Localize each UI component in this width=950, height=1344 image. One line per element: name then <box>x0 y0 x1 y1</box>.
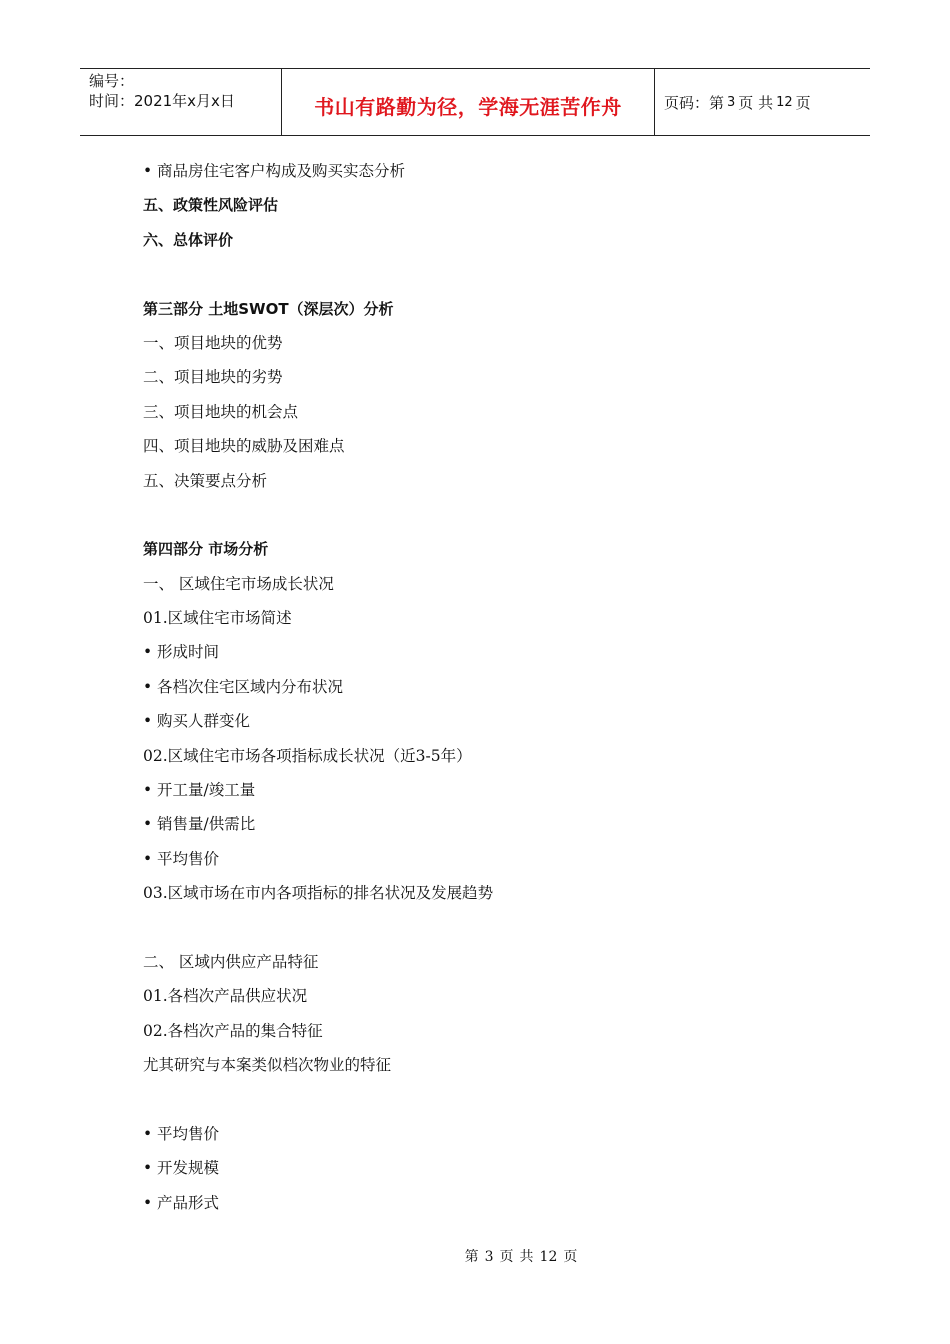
bullet-item <box>143 158 843 192</box>
section-heading <box>143 192 843 226</box>
footer-page-number: 3 <box>484 1249 494 1265</box>
text-line <box>143 880 843 914</box>
line-text: 购买人群变化 <box>157 712 251 731</box>
bullet-icon: • <box>143 781 153 800</box>
text-line <box>143 949 843 983</box>
date-label: 时间：2021年x月x日 <box>89 92 235 110</box>
line-text: 一、 区域住宅市场成长状况 <box>143 574 334 593</box>
line-text: 一、项目地块的优势 <box>143 333 283 352</box>
header-page-cell <box>655 69 870 135</box>
footer-page-label: 页 <box>499 1249 514 1265</box>
header-page-mid: 页 共 <box>738 93 774 112</box>
document-header <box>80 68 870 136</box>
line-text: 产品形式 <box>157 1193 220 1212</box>
line-text: 01.区域住宅市场简述 <box>143 609 292 628</box>
text-line <box>143 1052 843 1086</box>
bullet-icon: • <box>143 643 153 662</box>
bullet-icon: • <box>143 1193 153 1212</box>
bullet-icon: • <box>143 677 153 696</box>
bullet-icon: • <box>143 815 153 834</box>
bullet-item <box>143 708 843 742</box>
line-text: 二、项目地块的劣势 <box>143 368 283 387</box>
text-line <box>143 468 843 502</box>
text-line <box>143 605 843 639</box>
header-page-prefix: 页码：第 <box>664 93 725 112</box>
line-text: 五、决策要点分析 <box>143 471 268 490</box>
section-heading <box>143 536 843 570</box>
blank-line <box>143 1087 843 1121</box>
bullet-item <box>143 811 843 845</box>
bullet-icon: • <box>143 1124 153 1143</box>
footer-total-pages: 12 <box>539 1249 558 1265</box>
bullet-item <box>143 1121 843 1155</box>
document-body <box>143 158 843 1224</box>
section-heading <box>143 296 843 330</box>
text-line <box>143 743 843 777</box>
text-line <box>143 364 843 398</box>
line-text: 商品房住宅客户构成及购买实态分析 <box>157 162 406 180</box>
line-text: 销售量/供需比 <box>157 815 256 834</box>
page-footer <box>0 1246 950 1266</box>
text-line <box>143 1018 843 1052</box>
line-text: 三、项目地块的机会点 <box>143 402 299 421</box>
bullet-icon: • <box>143 849 153 868</box>
header-meta-cell <box>80 69 281 135</box>
line-text: 02.各档次产品的集合特征 <box>143 1021 323 1040</box>
line-text: 尤其研究与本案类似档次物业的特征 <box>143 1056 392 1075</box>
bullet-item <box>143 1155 843 1189</box>
blank-line <box>143 502 843 536</box>
line-text: 第四部分 市场分析 <box>143 540 269 559</box>
text-line <box>143 330 843 364</box>
text-line <box>143 433 843 467</box>
header-page-suffix: 页 <box>795 93 811 112</box>
line-text: 六、总体评价 <box>143 230 234 249</box>
bullet-icon: • <box>143 712 153 731</box>
bullet-icon: • <box>143 1159 153 1178</box>
bullet-item <box>143 846 843 880</box>
bullet-item <box>143 1190 843 1224</box>
section-heading <box>143 227 843 261</box>
line-text: 03.区域市场在市内各项指标的排名状况及发展趋势 <box>143 884 494 903</box>
header-motto-cell <box>281 69 655 135</box>
line-text: 02.区域住宅市场各项指标成长状况（近3-5年） <box>143 746 472 765</box>
line-text: 二、 区域内供应产品特征 <box>143 952 319 971</box>
line-text: 五、政策性风险评估 <box>143 196 279 215</box>
header-page-number: 3 <box>727 94 736 110</box>
bullet-item <box>143 674 843 708</box>
serial-number-label: 编号： <box>89 72 135 90</box>
line-text: 各档次住宅区域内分布状况 <box>157 677 344 696</box>
bullet-icon: • <box>143 162 153 180</box>
footer-total-label: 共 <box>519 1249 534 1265</box>
line-text: 平均售价 <box>157 1124 220 1143</box>
motto-text: 书山有路勤为径，学海无涯苦作舟 <box>314 94 622 119</box>
text-line <box>143 571 843 605</box>
line-text: 01.各档次产品供应状况 <box>143 987 308 1006</box>
bullet-item <box>143 777 843 811</box>
text-line <box>143 399 843 433</box>
line-text: 开发规模 <box>157 1159 220 1178</box>
footer-prefix: 第 <box>464 1249 479 1265</box>
blank-line <box>143 261 843 295</box>
text-line <box>143 983 843 1017</box>
bullet-item <box>143 639 843 673</box>
header-page-total: 12 <box>776 94 793 110</box>
line-text: 形成时间 <box>157 643 220 662</box>
line-text: 第三部分 土地SWOT（深层次）分析 <box>143 299 394 318</box>
line-text: 开工量/竣工量 <box>157 781 256 800</box>
footer-suffix: 页 <box>563 1249 578 1265</box>
line-text: 四、项目地块的威胁及困难点 <box>143 437 345 456</box>
line-text: 平均售价 <box>157 849 220 868</box>
blank-line <box>143 915 843 949</box>
